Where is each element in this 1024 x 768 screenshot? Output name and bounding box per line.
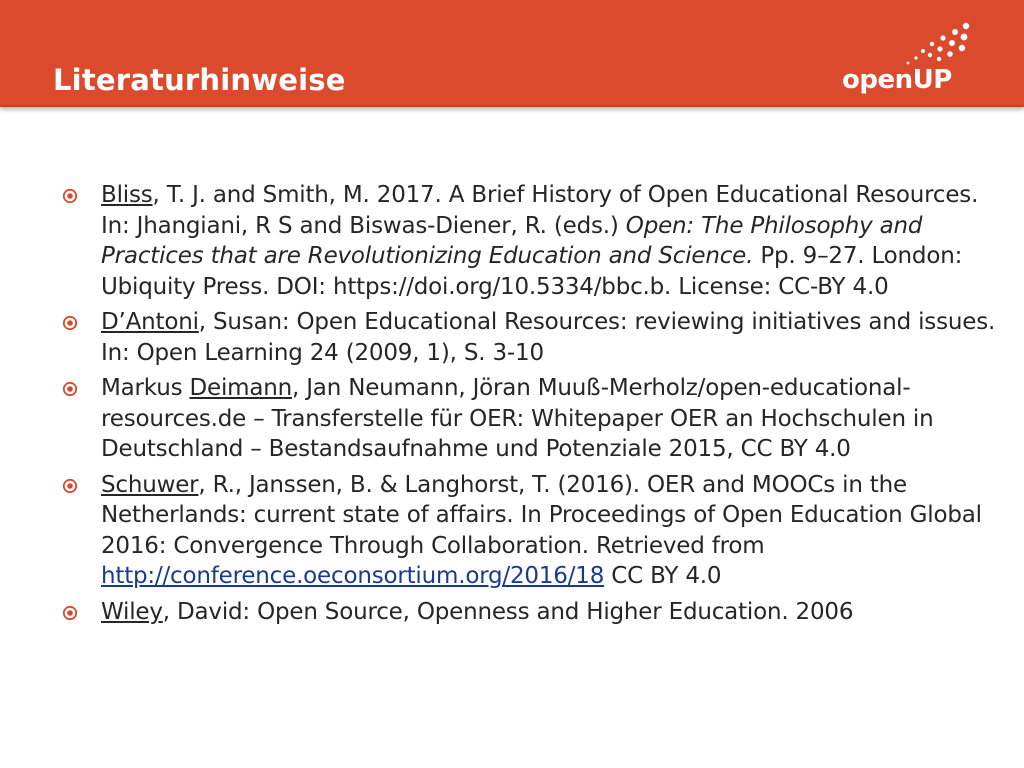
reference-item	[62, 180, 997, 302]
reference-title-italic: Open: The Philosophy and Practices that are Revolutionizing Education and Science.	[101, 212, 923, 269]
circle-bullet-icon	[62, 478, 78, 494]
reference-text-segment: , David: Open Source, Openness and Higher Education. 2006	[162, 598, 854, 625]
reference-author-underlined: D’Antoni	[101, 309, 199, 335]
reference-text-segment: , R., Janssen, B. & Langhorst, T. (2016). OER and MOOCs in the Netherlands: current state of affairs. In Proceedings of Open Education Global 2016: Convergence Through Collaboration. Retrieved from	[101, 471, 982, 559]
circle-bullet-icon	[62, 381, 78, 397]
circle-bullet-icon	[62, 315, 78, 331]
slide-header	[0, 0, 1024, 107]
circle-bullet-icon	[62, 605, 78, 621]
circle-bullet-icon	[62, 188, 78, 204]
reference-author-underlined: Bliss	[101, 182, 153, 208]
reference-item	[62, 597, 997, 628]
reference-text	[101, 599, 853, 625]
reference-list	[62, 180, 997, 632]
slide-title: Literaturhinweise	[53, 63, 346, 97]
reference-text	[101, 472, 982, 590]
reference-text	[101, 182, 978, 300]
reference-text	[101, 375, 934, 462]
reference-author-underlined: Wiley	[101, 598, 163, 625]
logo-text: openUP	[842, 65, 952, 95]
reference-item	[62, 307, 997, 368]
openup-logo	[840, 18, 980, 102]
reference-text-segment: , Jan Neumann, Jöran Muuß-Merholz/open-educational-resources.de – Transferstelle für OER: Whitepaper OER an Hochschulen in Deutschland – Bestandsaufnahme und Potenziale 2015, CC BY 4.0	[101, 375, 934, 462]
reference-text-segment: Markus	[101, 375, 190, 401]
openup-logo-graphic	[840, 18, 980, 102]
reference-author-underlined: Schuwer	[101, 471, 199, 498]
reference-text-segment: , T. J. and Smith, M. 2017. A Brief History of Open Educational Resources. In: Jhangiani, R S and Biswas-Diener, R. (eds.)	[101, 182, 979, 239]
logo-dots	[907, 23, 970, 65]
reference-text-segment: , Susan: Open Educational Resources: reviewing initiatives and issues. In: Open Learning 24 (2009, 1), S. 3-10	[101, 309, 996, 366]
reference-link[interactable]: http://conference.oeconsortium.org/2016/18	[101, 563, 605, 589]
reference-item	[62, 373, 997, 465]
reference-author-underlined: Deimann	[189, 375, 292, 401]
reference-text	[101, 309, 995, 366]
reference-item	[62, 470, 997, 592]
reference-text-segment: CC BY 4.0	[604, 563, 722, 589]
reference-text-segment: Pp. 9–27. London: Ubiquity Press. DOI: https://doi.org/10.5334/bbc.b. License: CC-BY 4.0	[101, 243, 963, 300]
